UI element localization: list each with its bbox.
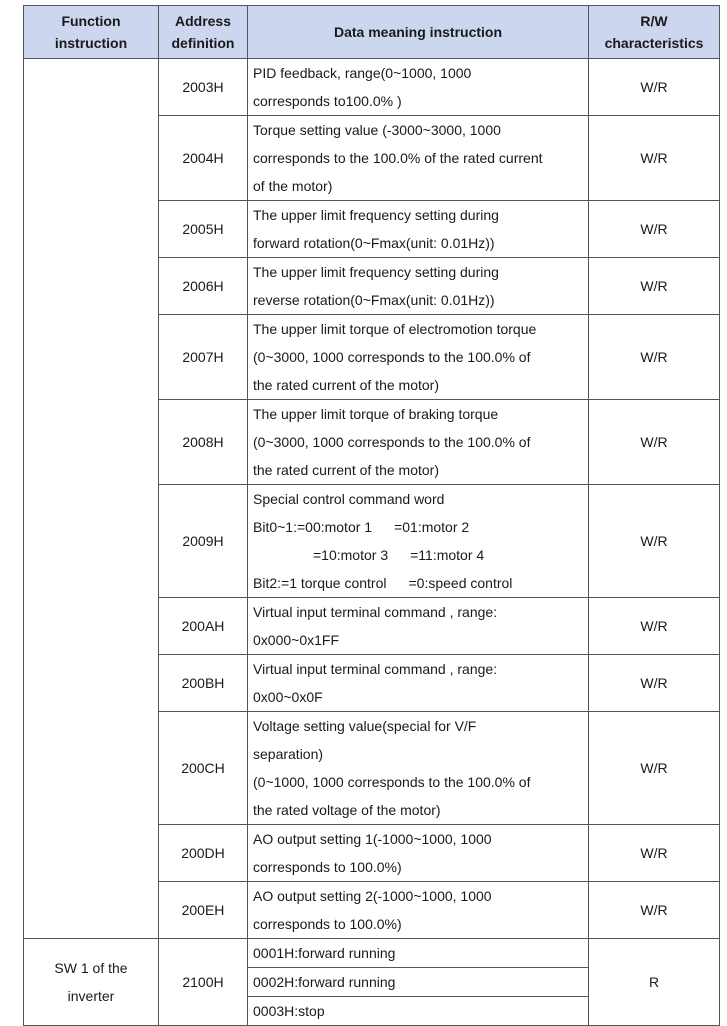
meaning-cell <box>248 315 589 400</box>
meaning-cell <box>248 825 589 882</box>
meaning-line <box>253 513 583 541</box>
header-row <box>24 6 720 59</box>
meaning-line: Special control command word <box>253 491 445 507</box>
address-cell: 2007H <box>159 315 248 400</box>
meaning-line: corresponds to100.0% ) <box>253 93 402 109</box>
rw-cell: W/R <box>589 315 720 400</box>
rw-cell: W/R <box>589 59 720 116</box>
meaning-line: separation) <box>253 746 324 762</box>
meaning-line: AO output setting 2(-1000~1000, 1000 <box>253 888 492 904</box>
meaning-cell <box>248 258 589 315</box>
address-cell: 200CH <box>159 712 248 825</box>
meaning-line: 0x000~0x1FF <box>253 632 339 648</box>
address-cell: 200BH <box>159 655 248 712</box>
rw-cell: W/R <box>589 400 720 485</box>
meaning-line <box>253 569 583 597</box>
meaning-cell <box>248 116 589 201</box>
address-cell: 200EH <box>159 882 248 939</box>
meaning-line: Torque setting value (-3000~3000, 1000 <box>253 122 501 138</box>
meaning-line: The upper limit frequency setting during <box>253 264 499 280</box>
meaning-cell <box>248 712 589 825</box>
meaning-line: AO output setting 1(-1000~1000, 1000 <box>253 831 492 847</box>
meaning-cell <box>248 882 589 939</box>
bit-motor2: =01:motor 2 <box>394 519 470 535</box>
meaning-line: (0~1000, 1000 corresponds to the 100.0% of <box>253 774 531 790</box>
address-cell: 2008H <box>159 400 248 485</box>
header-rw-line1: R/W <box>640 13 668 29</box>
rw-cell: W/R <box>589 655 720 712</box>
meaning-line: 0x00~0x0F <box>253 689 323 705</box>
address-cell: 2100H <box>159 939 248 1026</box>
address-cell: 2003H <box>159 59 248 116</box>
rw-cell: W/R <box>589 712 720 825</box>
address-cell: 2004H <box>159 116 248 201</box>
rw-cell: W/R <box>589 825 720 882</box>
meaning-line: PID feedback, range(0~1000, 1000 <box>253 65 472 81</box>
meaning-line: Virtual input terminal command , range: <box>253 604 498 620</box>
header-address-line2: definition <box>171 35 235 51</box>
meaning-line: the rated voltage of the motor) <box>253 802 441 818</box>
meaning-line: Voltage setting value(special for V/F <box>253 718 477 734</box>
function-cell-sw1 <box>24 939 159 1026</box>
address-cell: 200DH <box>159 825 248 882</box>
rw-cell: W/R <box>589 598 720 655</box>
meaning-line: The upper limit torque of braking torque <box>253 406 499 422</box>
meaning-line: corresponds to the 100.0% of the rated current <box>253 150 543 166</box>
register-table <box>23 5 720 1026</box>
bit-torque-control: Bit2:=1 torque control <box>253 575 387 591</box>
meaning-cell <box>248 655 589 712</box>
header-rw <box>589 6 720 59</box>
function-line: SW 1 of the <box>54 960 128 976</box>
table-row <box>24 939 720 968</box>
rw-cell: W/R <box>589 201 720 258</box>
meaning-cell: 0002H:forward running <box>248 968 589 997</box>
header-meaning: Data meaning instruction <box>248 6 589 59</box>
address-cell: 200AH <box>159 598 248 655</box>
meaning-line: The upper limit frequency setting during <box>253 207 499 223</box>
rw-cell: W/R <box>589 258 720 315</box>
meaning-line: forward rotation(0~Fmax(unit: 0.01Hz)) <box>253 235 495 251</box>
meaning-line <box>253 541 583 569</box>
meaning-cell <box>248 598 589 655</box>
meaning-line: Virtual input terminal command , range: <box>253 661 498 677</box>
meaning-line: (0~3000, 1000 corresponds to the 100.0% of <box>253 434 531 450</box>
meaning-line: (0~3000, 1000 corresponds to the 100.0% of <box>253 349 531 365</box>
meaning-line: corresponds to 100.0%) <box>253 916 402 932</box>
header-function <box>24 6 159 59</box>
address-cell: 2009H <box>159 485 248 598</box>
meaning-line: of the motor) <box>253 178 333 194</box>
bit-speed-control: =0:speed control <box>408 575 513 591</box>
bit-motor1: Bit0~1:=00:motor 1 <box>253 519 373 535</box>
rw-cell: R <box>589 939 720 1026</box>
header-address-line1: Address <box>174 13 232 29</box>
rw-cell: W/R <box>589 882 720 939</box>
address-cell: 2005H <box>159 201 248 258</box>
meaning-line: corresponds to 100.0%) <box>253 859 402 875</box>
rw-cell: W/R <box>589 116 720 201</box>
meaning-cell <box>248 59 589 116</box>
meaning-cell <box>248 400 589 485</box>
header-address <box>159 6 248 59</box>
function-cell-empty <box>24 59 159 939</box>
table-row <box>24 59 720 116</box>
meaning-line: the rated current of the motor) <box>253 377 439 393</box>
meaning-cell <box>248 485 589 598</box>
meaning-cell: 0001H:forward running <box>248 939 589 968</box>
meaning-cell: 0003H:stop <box>248 997 589 1026</box>
rw-cell: W/R <box>589 485 720 598</box>
header-function-line2: instruction <box>54 35 128 51</box>
meaning-line: the rated current of the motor) <box>253 462 439 478</box>
meaning-cell <box>248 201 589 258</box>
header-function-line1: Function <box>61 13 121 29</box>
bit-motor3: =10:motor 3 <box>313 547 389 563</box>
address-cell: 2006H <box>159 258 248 315</box>
meaning-line: The upper limit torque of electromotion torque <box>253 321 537 337</box>
function-line: inverter <box>67 988 115 1004</box>
meaning-line: reverse rotation(0~Fmax(unit: 0.01Hz)) <box>253 292 495 308</box>
bit-motor4: =11:motor 4 <box>410 547 485 563</box>
header-rw-line2: characteristics <box>604 35 704 51</box>
